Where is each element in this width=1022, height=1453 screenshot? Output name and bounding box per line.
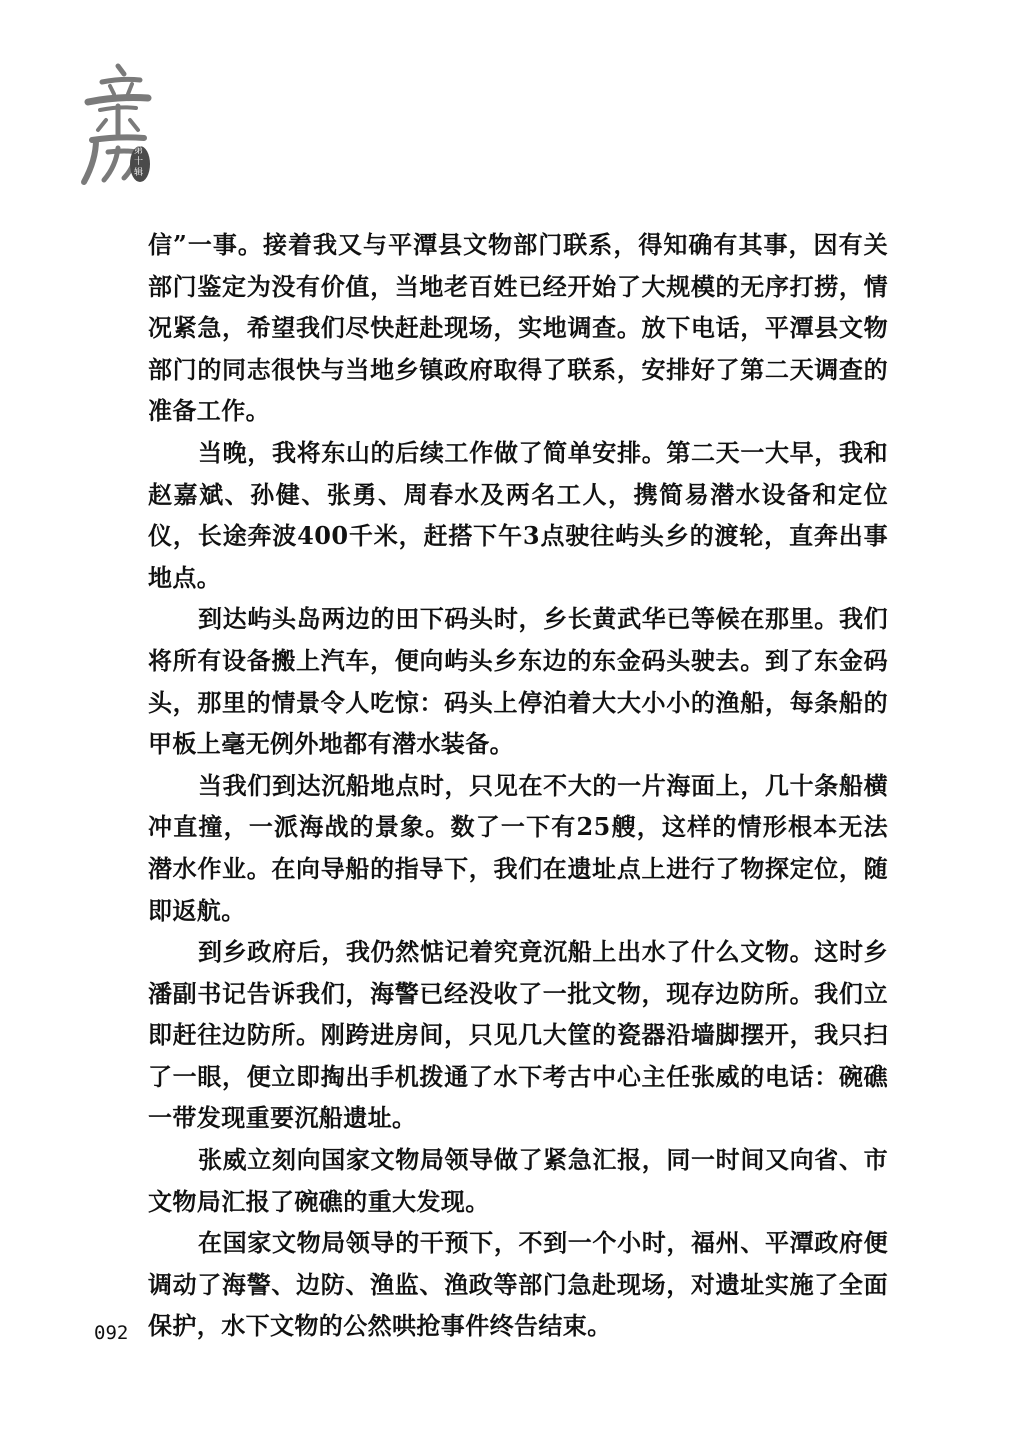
logo-calligraphy-icon (78, 60, 168, 190)
page-number: 092 (94, 1322, 129, 1344)
paragraph: 在国家文物局领导的干预下，不到一个小时，福州、平潭政府便调动了海警、边防、渔监、渔政等部门急赴现场，对遗址实施了全面保护，水下文物的公然哄抢事件终告结束。 (148, 1228, 888, 1341)
paragraph: 当我们到达沉船地点时，只见在不大的一片海面上，几十条船横冲直撞，一派海战的景象。数了一下有25艘，这样的情形根本无法潜水作业。在向导船的指导下，我们在遗址点上进行了物探定位，随即返航。 (148, 770, 888, 925)
paragraph: 当晚，我将东山的后续工作做了简单安排。第二天一大早，我和赵嘉斌、孙健、张勇、周春水及两名工人，携简易潜水设备和定位仪，长途奔波400千米，赶搭下午3点驶往屿头乡的渡轮，直奔出事地点。 (148, 437, 888, 592)
paragraph: 张威立刻向国家文物局领导做了紧急汇报，同一时间又向省、市文物局汇报了碗礁的重大发现。 (148, 1145, 888, 1216)
book-logo (78, 60, 168, 190)
paragraph: 到达屿头岛两边的田下码头时，乡长黄武华已等候在那里。我们将所有设备搬上汽车，便向屿头乡东边的东金码头驶去。到了东金码头，那里的情景令人吃惊：码头上停泊着大大小小的渔船，每条船的甲板上毫无例外地都有潜水装备。 (148, 604, 888, 759)
paragraph: 到乡政府后，我仍然惦记着究竟沉船上出水了什么文物。这时乡潘副书记告诉我们，海警已经没收了一批文物，现存边防所。我们立即赶往边防所。刚跨进房间，只见几大筐的瓷器沿墙脚摆开，我只扫了一眼，便立即掏出手机拨通了水下考古中心主任张威的电话：碗礁一带发现重要沉船遗址。 (148, 937, 888, 1133)
article-body (148, 224, 888, 1347)
paragraph-continuation: 信”一事。接着我又与平潭县文物部门联系，得知确有其事，因有关部门鉴定为没有价值，当地老百姓已经开始了大规模的无序打捞，情况紧急，希望我们尽快赶赴现场，实地调查。放下电话，平潭县文物部门的同志很快与当地乡镇政府取得了联系，安排好了第二天调查的准备工作。 (148, 230, 888, 426)
logo-badge: 第十辑 (134, 146, 144, 178)
